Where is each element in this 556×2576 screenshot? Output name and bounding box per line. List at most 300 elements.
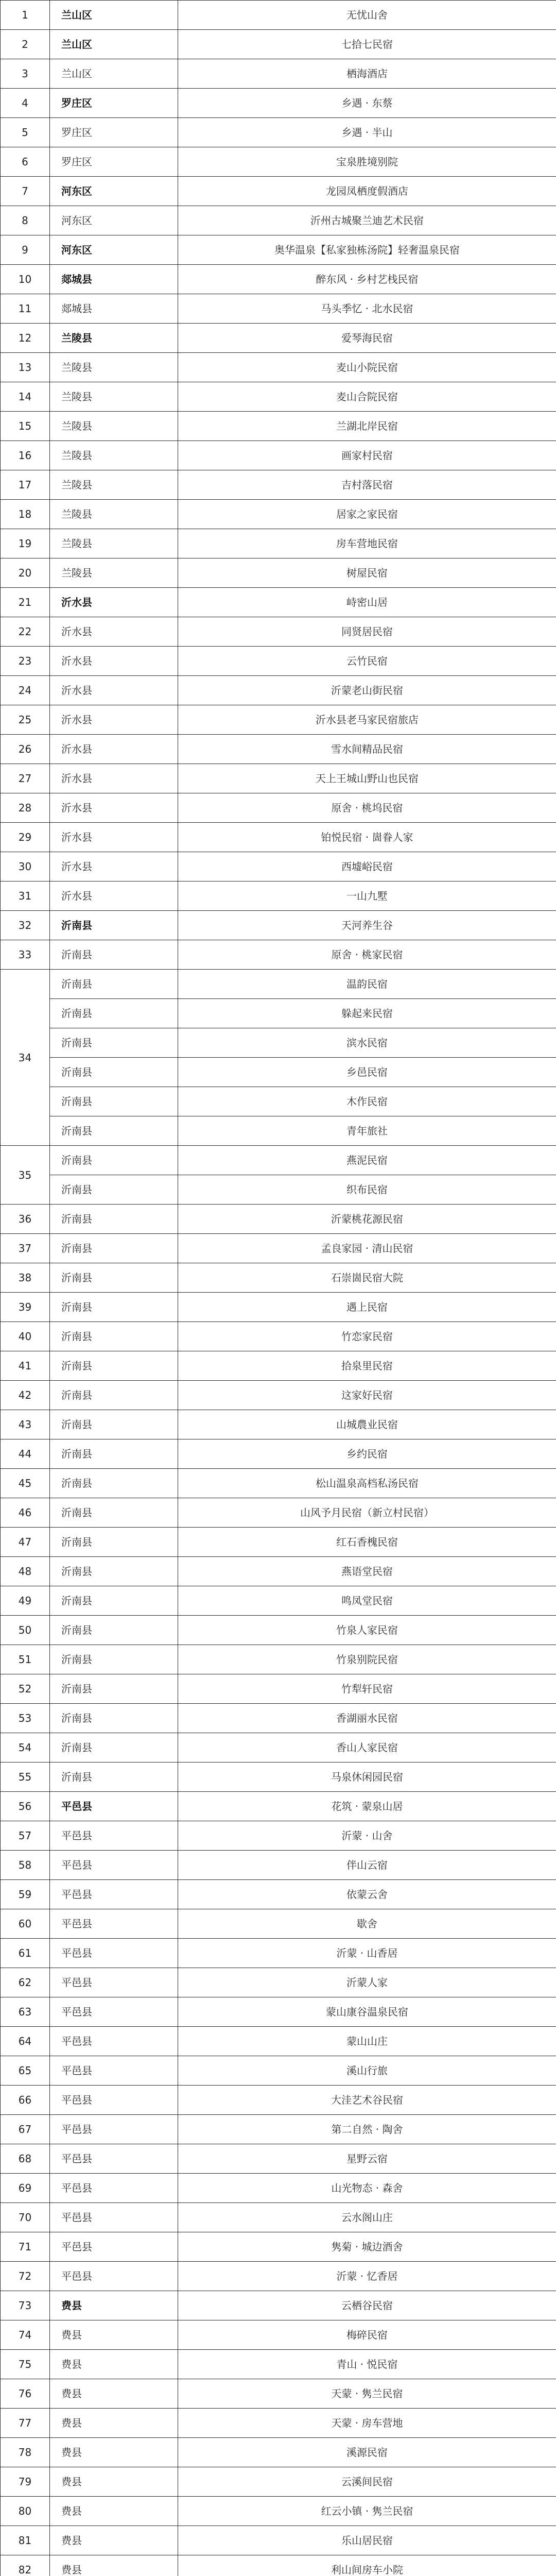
homestay-name-cell: 天上王城山野山也民宿 bbox=[178, 764, 556, 793]
county-cell: 平邑县 bbox=[50, 1851, 178, 1880]
county-cell: 平邑县 bbox=[50, 2027, 178, 2056]
homestay-name-cell: 歇舍 bbox=[178, 1909, 556, 1939]
table-row bbox=[1, 1557, 556, 1586]
table-row bbox=[1, 382, 556, 412]
county-cell: 沂南县 bbox=[50, 1616, 178, 1645]
table-row bbox=[1, 294, 556, 324]
table-row bbox=[1, 500, 556, 529]
table-row bbox=[1, 412, 556, 441]
table-row bbox=[1, 1146, 556, 1175]
county-cell: 沂南县 bbox=[50, 1704, 178, 1733]
county-cell: 平邑县 bbox=[50, 2203, 178, 2232]
county-cell: 兰陵县 bbox=[50, 441, 178, 470]
row-number: 60 bbox=[1, 1909, 50, 1939]
county-cell: 兰陵县 bbox=[50, 324, 178, 353]
homestay-name-cell: 云溪间民宿 bbox=[178, 2467, 556, 2497]
table-row bbox=[1, 2086, 556, 2115]
table-row bbox=[1, 1410, 556, 1439]
row-number: 45 bbox=[1, 1469, 50, 1498]
county-cell: 沂水县 bbox=[50, 647, 178, 676]
table-row bbox=[1, 1234, 556, 1263]
county-cell: 罗庄区 bbox=[50, 147, 178, 177]
homestay-name-cell: 花筑 · 蒙泉山居 bbox=[178, 1792, 556, 1821]
homestay-name-cell: 沂蒙 · 山舍 bbox=[178, 1821, 556, 1851]
row-number: 15 bbox=[1, 412, 50, 441]
county-cell: 沂水县 bbox=[50, 617, 178, 647]
homestay-name-cell: 沂蒙 · 忆香居 bbox=[178, 2262, 556, 2291]
table-row bbox=[1, 1205, 556, 1234]
county-cell: 沂南县 bbox=[50, 1733, 178, 1762]
county-cell: 沂南县 bbox=[50, 1586, 178, 1616]
row-number: 70 bbox=[1, 2203, 50, 2232]
county-cell: 费县 bbox=[50, 2497, 178, 2526]
row-number: 5 bbox=[1, 118, 50, 147]
homestay-name-cell: 原舍 · 桃家民宿 bbox=[178, 940, 556, 970]
county-cell: 平邑县 bbox=[50, 1792, 178, 1821]
table-row bbox=[1, 823, 556, 852]
county-cell: 沂南县 bbox=[50, 970, 178, 999]
county-cell: 沂水县 bbox=[50, 823, 178, 852]
table-row bbox=[1, 59, 556, 89]
row-number: 55 bbox=[1, 1762, 50, 1792]
county-cell: 平邑县 bbox=[50, 1968, 178, 1997]
row-number: 41 bbox=[1, 1351, 50, 1381]
homestay-name-cell: 伴山云宿 bbox=[178, 1851, 556, 1880]
homestay-name-cell: 竹犁轩民宿 bbox=[178, 1674, 556, 1704]
table-row bbox=[1, 1821, 556, 1851]
table-row bbox=[1, 1087, 556, 1116]
county-cell: 兰陵县 bbox=[50, 558, 178, 588]
county-cell: 费县 bbox=[50, 2467, 178, 2497]
table-row bbox=[1, 558, 556, 588]
table-row bbox=[1, 793, 556, 823]
county-cell: 沂南县 bbox=[50, 1028, 178, 1058]
county-cell: 费县 bbox=[50, 2438, 178, 2467]
county-cell: 河东区 bbox=[50, 206, 178, 235]
row-number: 49 bbox=[1, 1586, 50, 1616]
table-row bbox=[1, 265, 556, 294]
table-row bbox=[1, 235, 556, 265]
table-row bbox=[1, 2320, 556, 2350]
homestay-name-cell: 马头季忆 · 北水民宿 bbox=[178, 294, 556, 324]
county-cell: 兰山区 bbox=[50, 1, 178, 30]
homestay-name-cell: 沂蒙 · 山香居 bbox=[178, 1939, 556, 1968]
table-row bbox=[1, 118, 556, 147]
homestay-name-cell: 乐山居民宿 bbox=[178, 2526, 556, 2555]
row-number: 27 bbox=[1, 764, 50, 793]
homestay-name-cell: 第二自然 · 陶舍 bbox=[178, 2115, 556, 2144]
table-row bbox=[1, 1704, 556, 1733]
county-cell: 沂南县 bbox=[50, 999, 178, 1028]
homestay-name-cell: 香湖丽水民宿 bbox=[178, 1704, 556, 1733]
row-number: 33 bbox=[1, 940, 50, 970]
row-number: 48 bbox=[1, 1557, 50, 1586]
row-number: 11 bbox=[1, 294, 50, 324]
homestay-name-cell: 遇上民宿 bbox=[178, 1293, 556, 1322]
county-cell: 沂南县 bbox=[50, 1528, 178, 1557]
row-number: 25 bbox=[1, 705, 50, 735]
row-number: 53 bbox=[1, 1704, 50, 1733]
row-number: 81 bbox=[1, 2526, 50, 2555]
table-row bbox=[1, 2174, 556, 2203]
homestay-name-cell: 溪山行旅 bbox=[178, 2056, 556, 2086]
county-cell: 沂南县 bbox=[50, 911, 178, 940]
homestay-name-cell: 同贤居民宿 bbox=[178, 617, 556, 647]
county-cell: 平邑县 bbox=[50, 2056, 178, 2086]
county-cell: 沂水县 bbox=[50, 764, 178, 793]
table-row bbox=[1, 764, 556, 793]
county-cell: 沂水县 bbox=[50, 882, 178, 911]
county-cell: 沂南县 bbox=[50, 1645, 178, 1674]
row-number: 9 bbox=[1, 235, 50, 265]
county-cell: 兰陵县 bbox=[50, 500, 178, 529]
row-number: 46 bbox=[1, 1498, 50, 1528]
county-cell: 沂水县 bbox=[50, 852, 178, 882]
table-row bbox=[1, 1674, 556, 1704]
homestay-name-cell: 乡遇 · 东蔡 bbox=[178, 89, 556, 118]
county-cell: 平邑县 bbox=[50, 2115, 178, 2144]
homestay-name-cell: 香山人家民宿 bbox=[178, 1733, 556, 1762]
row-number: 6 bbox=[1, 147, 50, 177]
homestay-name-cell: 沂蒙人家 bbox=[178, 1968, 556, 1997]
county-cell: 平邑县 bbox=[50, 1939, 178, 1968]
table-row bbox=[1, 1116, 556, 1146]
county-cell: 沂南县 bbox=[50, 940, 178, 970]
row-number: 39 bbox=[1, 1293, 50, 1322]
table-row bbox=[1, 1175, 556, 1205]
homestay-name-cell: 孟良家园 · 清山民宿 bbox=[178, 1234, 556, 1263]
table-row bbox=[1, 1616, 556, 1645]
homestay-name-cell: 山光物态 · 森舍 bbox=[178, 2174, 556, 2203]
row-number: 47 bbox=[1, 1528, 50, 1557]
table-row bbox=[1, 1498, 556, 1528]
county-cell: 费县 bbox=[50, 2379, 178, 2409]
county-cell: 平邑县 bbox=[50, 2174, 178, 2203]
homestay-name-cell: 兰湖北岸民宿 bbox=[178, 412, 556, 441]
county-cell: 平邑县 bbox=[50, 1909, 178, 1939]
row-number: 63 bbox=[1, 1997, 50, 2027]
county-cell: 沂水县 bbox=[50, 793, 178, 823]
table-row bbox=[1, 1851, 556, 1880]
homestay-name-cell: 红云小镇 · 隽兰民宿 bbox=[178, 2497, 556, 2526]
homestay-name-cell: 燕泥民宿 bbox=[178, 1146, 556, 1175]
row-number: 1 bbox=[1, 1, 50, 30]
table-row bbox=[1, 1997, 556, 2027]
table-row bbox=[1, 852, 556, 882]
homestay-name-cell: 雪水间精品民宿 bbox=[178, 735, 556, 764]
table-row bbox=[1, 353, 556, 382]
table-row bbox=[1, 206, 556, 235]
county-cell: 平邑县 bbox=[50, 2144, 178, 2174]
table-row bbox=[1, 2379, 556, 2409]
table-row bbox=[1, 2555, 556, 2576]
table-row bbox=[1, 2467, 556, 2497]
county-cell: 费县 bbox=[50, 2350, 178, 2379]
row-number: 20 bbox=[1, 558, 50, 588]
table-row bbox=[1, 2291, 556, 2320]
homestay-name-cell: 沂州古城聚兰迪艺术民宿 bbox=[178, 206, 556, 235]
county-cell: 费县 bbox=[50, 2291, 178, 2320]
homestay-name-cell: 红石香槐民宿 bbox=[178, 1528, 556, 1557]
table-row bbox=[1, 2262, 556, 2291]
row-number: 12 bbox=[1, 324, 50, 353]
table-row bbox=[1, 1293, 556, 1322]
row-number: 42 bbox=[1, 1381, 50, 1410]
row-number: 26 bbox=[1, 735, 50, 764]
table-row bbox=[1, 735, 556, 764]
homestay-name-cell: 奥华温泉【私家独栋汤院】轻奢温泉民宿 bbox=[178, 235, 556, 265]
county-cell: 沂南县 bbox=[50, 1469, 178, 1498]
homestay-name-cell: 树屋民宿 bbox=[178, 558, 556, 588]
table-row bbox=[1, 882, 556, 911]
county-cell: 兰陵县 bbox=[50, 353, 178, 382]
row-number: 66 bbox=[1, 2086, 50, 2115]
row-number: 35 bbox=[1, 1146, 50, 1205]
county-cell: 兰陵县 bbox=[50, 382, 178, 412]
row-number: 34 bbox=[1, 970, 50, 1146]
table-row bbox=[1, 1939, 556, 1968]
row-number: 7 bbox=[1, 177, 50, 206]
table-row bbox=[1, 911, 556, 940]
homestay-name-cell: 云栖谷民宿 bbox=[178, 2291, 556, 2320]
table-body bbox=[1, 1, 556, 2576]
homestay-name-cell: 麦山小院民宿 bbox=[178, 353, 556, 382]
homestay-name-cell: 沂水县老马家民宿旅店 bbox=[178, 705, 556, 735]
table-row bbox=[1, 2497, 556, 2526]
table-row bbox=[1, 441, 556, 470]
row-number: 14 bbox=[1, 382, 50, 412]
homestay-name-cell: 依蒙云舍 bbox=[178, 1880, 556, 1909]
county-cell: 沂南县 bbox=[50, 1116, 178, 1146]
homestay-name-cell: 溪源民宿 bbox=[178, 2438, 556, 2467]
county-cell: 沂南县 bbox=[50, 1381, 178, 1410]
table-row bbox=[1, 2409, 556, 2438]
homestay-name-cell: 峙密山居 bbox=[178, 588, 556, 617]
row-number: 64 bbox=[1, 2027, 50, 2056]
county-cell: 沂水县 bbox=[50, 676, 178, 705]
row-number: 22 bbox=[1, 617, 50, 647]
county-cell: 郯城县 bbox=[50, 294, 178, 324]
row-number: 38 bbox=[1, 1263, 50, 1293]
row-number: 3 bbox=[1, 59, 50, 89]
row-number: 23 bbox=[1, 647, 50, 676]
homestay-name-cell: 石崇崮民宿大院 bbox=[178, 1263, 556, 1293]
row-number: 52 bbox=[1, 1674, 50, 1704]
table-row bbox=[1, 177, 556, 206]
table-row bbox=[1, 647, 556, 676]
row-number: 8 bbox=[1, 206, 50, 235]
row-number: 79 bbox=[1, 2467, 50, 2497]
county-cell: 沂南县 bbox=[50, 1410, 178, 1439]
county-cell: 沂南县 bbox=[50, 1557, 178, 1586]
table-row bbox=[1, 147, 556, 177]
county-cell: 沂南县 bbox=[50, 1175, 178, 1205]
table-row bbox=[1, 1439, 556, 1469]
row-number: 50 bbox=[1, 1616, 50, 1645]
homestay-name-cell: 乡邑民宿 bbox=[178, 1058, 556, 1087]
table-row bbox=[1, 999, 556, 1028]
row-number: 17 bbox=[1, 470, 50, 500]
county-cell: 沂南县 bbox=[50, 1234, 178, 1263]
row-number: 61 bbox=[1, 1939, 50, 1968]
table-row bbox=[1, 676, 556, 705]
homestay-name-cell: 竹泉别院民宿 bbox=[178, 1645, 556, 1674]
homestay-name-cell: 云水阁山庄 bbox=[178, 2203, 556, 2232]
county-cell: 费县 bbox=[50, 2320, 178, 2350]
homestay-name-cell: 乡遇 · 半山 bbox=[178, 118, 556, 147]
county-cell: 沂南县 bbox=[50, 1146, 178, 1175]
county-cell: 沂南县 bbox=[50, 1263, 178, 1293]
homestay-name-cell: 爱琴海民宿 bbox=[178, 324, 556, 353]
homestay-name-cell: 乡约民宿 bbox=[178, 1439, 556, 1469]
county-cell: 兰山区 bbox=[50, 59, 178, 89]
county-cell: 兰陵县 bbox=[50, 470, 178, 500]
table-row bbox=[1, 2232, 556, 2262]
county-cell: 沂南县 bbox=[50, 1293, 178, 1322]
county-cell: 河东区 bbox=[50, 177, 178, 206]
homestay-name-cell: 星野云宿 bbox=[178, 2144, 556, 2174]
homestay-name-cell: 山风予月民宿（新立村民宿） bbox=[178, 1498, 556, 1528]
homestay-name-cell: 龙园凤栖度假酒店 bbox=[178, 177, 556, 206]
table-row bbox=[1, 1, 556, 30]
homestay-name-cell: 竹恋家民宿 bbox=[178, 1322, 556, 1351]
county-cell: 郯城县 bbox=[50, 265, 178, 294]
table-row bbox=[1, 89, 556, 118]
table-row bbox=[1, 529, 556, 558]
county-cell: 沂南县 bbox=[50, 1351, 178, 1381]
county-cell: 平邑县 bbox=[50, 1880, 178, 1909]
row-number: 32 bbox=[1, 911, 50, 940]
county-cell: 兰陵县 bbox=[50, 529, 178, 558]
row-number: 28 bbox=[1, 793, 50, 823]
row-number: 4 bbox=[1, 89, 50, 118]
county-cell: 平邑县 bbox=[50, 1821, 178, 1851]
row-number: 40 bbox=[1, 1322, 50, 1351]
table-row bbox=[1, 2056, 556, 2086]
row-number: 73 bbox=[1, 2291, 50, 2320]
row-number: 74 bbox=[1, 2320, 50, 2350]
row-number: 43 bbox=[1, 1410, 50, 1439]
table-row bbox=[1, 1469, 556, 1498]
table-row bbox=[1, 1909, 556, 1939]
row-number: 54 bbox=[1, 1733, 50, 1762]
county-cell: 平邑县 bbox=[50, 2262, 178, 2291]
homestay-name-cell: 山城農业民宿 bbox=[178, 1410, 556, 1439]
homestay-name-cell: 拾泉里民宿 bbox=[178, 1351, 556, 1381]
table-row bbox=[1, 1028, 556, 1058]
homestay-name-cell: 蒙山康谷温泉民宿 bbox=[178, 1997, 556, 2027]
table-row bbox=[1, 705, 556, 735]
homestay-name-cell: 无忧山舍 bbox=[178, 1, 556, 30]
county-cell: 罗庄区 bbox=[50, 89, 178, 118]
table-row bbox=[1, 1968, 556, 1997]
homestay-name-cell: 青山 · 悦民宿 bbox=[178, 2350, 556, 2379]
county-cell: 费县 bbox=[50, 2526, 178, 2555]
homestay-name-cell: 麦山合院民宿 bbox=[178, 382, 556, 412]
row-number: 71 bbox=[1, 2232, 50, 2262]
table-row bbox=[1, 1058, 556, 1087]
row-number: 56 bbox=[1, 1792, 50, 1821]
county-cell: 平邑县 bbox=[50, 2232, 178, 2262]
row-number: 58 bbox=[1, 1851, 50, 1880]
table-row bbox=[1, 1322, 556, 1351]
row-number: 30 bbox=[1, 852, 50, 882]
county-cell: 平邑县 bbox=[50, 1997, 178, 2027]
homestay-name-cell: 竹泉人家民宿 bbox=[178, 1616, 556, 1645]
homestay-name-cell: 这家好民宿 bbox=[178, 1381, 556, 1410]
homestay-name-cell: 铂悦民宿 · 崮眷人家 bbox=[178, 823, 556, 852]
row-number: 21 bbox=[1, 588, 50, 617]
homestay-name-cell: 织布民宿 bbox=[178, 1175, 556, 1205]
homestay-name-cell: 躲起来民宿 bbox=[178, 999, 556, 1028]
table-row bbox=[1, 2438, 556, 2467]
county-cell: 沂水县 bbox=[50, 735, 178, 764]
row-number: 62 bbox=[1, 1968, 50, 1997]
row-number: 72 bbox=[1, 2262, 50, 2291]
row-number: 24 bbox=[1, 676, 50, 705]
row-number: 2 bbox=[1, 30, 50, 59]
county-cell: 沂南县 bbox=[50, 1674, 178, 1704]
county-cell: 兰陵县 bbox=[50, 412, 178, 441]
row-number: 13 bbox=[1, 353, 50, 382]
homestay-name-cell: 天河养生谷 bbox=[178, 911, 556, 940]
homestay-name-cell: 云竹民宿 bbox=[178, 647, 556, 676]
table-row bbox=[1, 1880, 556, 1909]
row-number: 44 bbox=[1, 1439, 50, 1469]
county-cell: 沂南县 bbox=[50, 1439, 178, 1469]
homestay-name-cell: 沂蒙桃花源民宿 bbox=[178, 1205, 556, 1234]
row-number: 36 bbox=[1, 1205, 50, 1234]
table-row bbox=[1, 1586, 556, 1616]
table-row bbox=[1, 1528, 556, 1557]
table-row bbox=[1, 1351, 556, 1381]
row-number: 37 bbox=[1, 1234, 50, 1263]
county-cell: 平邑县 bbox=[50, 2086, 178, 2115]
row-number: 68 bbox=[1, 2144, 50, 2174]
row-number: 57 bbox=[1, 1821, 50, 1851]
homestay-name-cell: 松山温泉高档私汤民宿 bbox=[178, 1469, 556, 1498]
row-number: 16 bbox=[1, 441, 50, 470]
homestay-name-cell: 梅碎民宿 bbox=[178, 2320, 556, 2350]
homestay-name-cell: 温韵民宿 bbox=[178, 970, 556, 999]
county-cell: 河东区 bbox=[50, 235, 178, 265]
county-cell: 沂南县 bbox=[50, 1762, 178, 1792]
homestay-name-cell: 栖海酒店 bbox=[178, 59, 556, 89]
table-row bbox=[1, 1762, 556, 1792]
row-number: 51 bbox=[1, 1645, 50, 1674]
row-number: 76 bbox=[1, 2379, 50, 2409]
homestay-name-cell: 吉村落民宿 bbox=[178, 470, 556, 500]
table-row bbox=[1, 1645, 556, 1674]
row-number: 18 bbox=[1, 500, 50, 529]
row-number: 10 bbox=[1, 265, 50, 294]
homestay-name-cell: 原舍 · 桃坞民宿 bbox=[178, 793, 556, 823]
homestay-name-cell: 西墟峪民宿 bbox=[178, 852, 556, 882]
homestay-name-cell: 居家之家民宿 bbox=[178, 500, 556, 529]
homestay-name-cell: 马泉休闲园民宿 bbox=[178, 1762, 556, 1792]
row-number: 75 bbox=[1, 2350, 50, 2379]
table-row bbox=[1, 617, 556, 647]
county-cell: 沂水县 bbox=[50, 705, 178, 735]
county-cell: 沂南县 bbox=[50, 1205, 178, 1234]
table-row bbox=[1, 2350, 556, 2379]
homestay-name-cell: 画家村民宿 bbox=[178, 441, 556, 470]
county-cell: 罗庄区 bbox=[50, 118, 178, 147]
homestay-name-cell: 一山九墅 bbox=[178, 882, 556, 911]
row-number: 69 bbox=[1, 2174, 50, 2203]
homestay-name-cell: 利山间房车小院 bbox=[178, 2555, 556, 2576]
homestay-name-cell: 房车营地民宿 bbox=[178, 529, 556, 558]
